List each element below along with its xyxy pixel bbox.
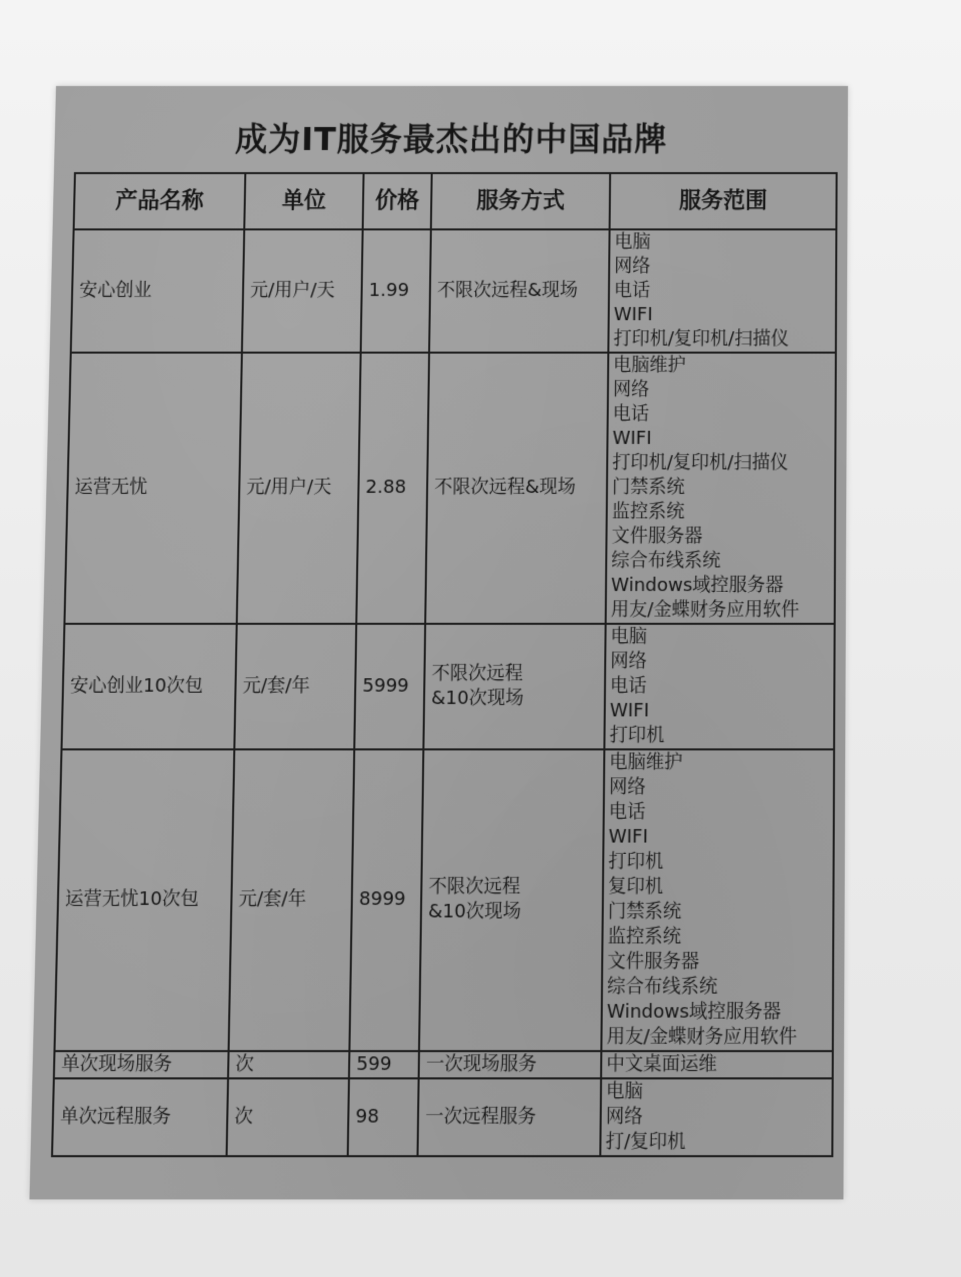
service-method-cell (423, 624, 605, 750)
service-scope-item: 打印机 (609, 724, 665, 747)
service-scope-cell (600, 1078, 832, 1156)
service-method-line: 不限次远程 (428, 875, 521, 898)
service-method-cell (419, 749, 604, 1051)
table-row (54, 749, 834, 1051)
unit-cell: 元/套/年 (229, 749, 355, 1051)
service-scope-item: 打印机/复印机/扫描仪 (612, 452, 789, 474)
table-body (52, 229, 836, 1156)
service-scope-item: 电脑 (610, 625, 648, 648)
price-cell: 8999 (349, 749, 423, 1051)
service-scope-item: 综合布线系统 (606, 975, 718, 998)
service-method-cell (425, 353, 608, 624)
price-cell: 2.88 (356, 353, 429, 624)
service-scope-item: 网络 (610, 650, 647, 673)
price-cell: 98 (348, 1078, 419, 1156)
service-scope-item: WIFI (612, 427, 652, 450)
price-sheet (29, 86, 848, 1199)
service-scope-item: Windows域控服务器 (606, 1000, 782, 1023)
service-scope-item: 综合布线系统 (611, 550, 721, 572)
service-scope-item: 电脑 (605, 1080, 644, 1103)
product-name-cell: 单次远程服务 (52, 1078, 228, 1156)
header-unit: 单位 (244, 173, 363, 229)
service-scope-item: 网络 (608, 776, 646, 798)
service-scope-item: 打/复印机 (605, 1130, 686, 1154)
table-row (62, 624, 835, 750)
product-name-cell: 运营无忧 (64, 353, 241, 624)
service-method-cell (419, 1051, 602, 1078)
header-service-scope: 服务范围 (610, 173, 837, 229)
service-scope-item: WIFI (609, 699, 650, 722)
service-scope-item: 电话 (609, 675, 647, 697)
unit-cell: 元/用户/天 (237, 353, 361, 624)
service-scope-item: WIFI (608, 825, 649, 848)
service-scope-item: 电话 (608, 801, 646, 823)
service-scope-item: 打印机/复印机/扫描仪 (613, 328, 789, 350)
service-scope-item: 监控系统 (607, 925, 682, 948)
unit-cell: 元/用户/天 (242, 229, 363, 352)
service-scope-item: 网络 (612, 378, 650, 401)
product-name-cell: 安心创业 (71, 229, 244, 352)
price-cell: 1.99 (361, 229, 431, 352)
price-cell: 599 (349, 1051, 419, 1078)
service-method-line: 不限次远程 (431, 662, 524, 685)
service-scope-item: 监控系统 (611, 501, 685, 523)
header-product-name: 产品名称 (74, 173, 246, 229)
service-scope-item: WIFI (613, 304, 653, 326)
table-header-row (74, 173, 837, 229)
service-method-line: 不限次远程&现场 (434, 476, 576, 498)
service-method-line: &10次现场 (431, 687, 524, 710)
service-scope-item: 文件服务器 (611, 525, 703, 547)
service-scope-item: 门禁系统 (607, 900, 682, 923)
header-service-method: 服务方式 (431, 173, 610, 229)
service-scope-item: 文件服务器 (607, 950, 700, 973)
table-row (71, 229, 837, 352)
service-scope-item: 网络 (605, 1105, 643, 1128)
service-scope-cell (608, 229, 836, 352)
unit-cell: 元/套/年 (234, 624, 356, 750)
service-scope-item: 复印机 (607, 875, 664, 898)
table-row (52, 1078, 833, 1156)
service-scope-item: 电脑维护 (609, 751, 683, 774)
service-scope-item: 用友/金蝶财务应用软件 (610, 599, 800, 621)
service-method-line: 一次远程服务 (425, 1105, 537, 1128)
table-row (64, 353, 835, 624)
service-scope-cell (601, 749, 834, 1051)
service-scope-item: 门禁系统 (611, 476, 685, 498)
service-method-line: &10次现场 (428, 900, 522, 923)
unit-cell: 次 (227, 1078, 349, 1156)
service-method-cell (418, 1078, 602, 1156)
service-scope-item: 电脑维护 (613, 354, 686, 376)
service-scope-item: Windows域控服务器 (610, 574, 784, 597)
product-name-cell: 运营无忧10次包 (54, 749, 234, 1051)
service-price-table (51, 172, 838, 1157)
service-method-cell (429, 229, 609, 352)
service-scope-item: 用友/金蝶财务应用软件 (606, 1025, 798, 1048)
service-scope-item: 打印机 (608, 850, 664, 873)
service-scope-cell (601, 1051, 833, 1078)
price-cell: 5999 (354, 624, 425, 750)
table-row (54, 1051, 833, 1078)
service-scope-item: 电脑 (614, 231, 651, 253)
service-scope-item: 中文桌面运维 (606, 1053, 718, 1076)
service-scope-item: 网络 (614, 255, 651, 277)
service-scope-cell (604, 624, 834, 750)
service-scope-item: 电话 (612, 403, 650, 425)
product-name-cell: 单次现场服务 (54, 1051, 229, 1078)
header-price: 价格 (363, 173, 432, 229)
service-method-line: 不限次远程&现场 (436, 279, 578, 302)
service-scope-cell (606, 353, 836, 624)
product-name-cell: 安心创业10次包 (62, 624, 237, 750)
service-method-line: 一次现场服务 (425, 1053, 537, 1076)
service-scope-item: 电话 (613, 279, 651, 302)
unit-cell: 次 (228, 1051, 349, 1078)
page-title: 成为IT服务最杰出的中国品牌 (234, 120, 668, 159)
